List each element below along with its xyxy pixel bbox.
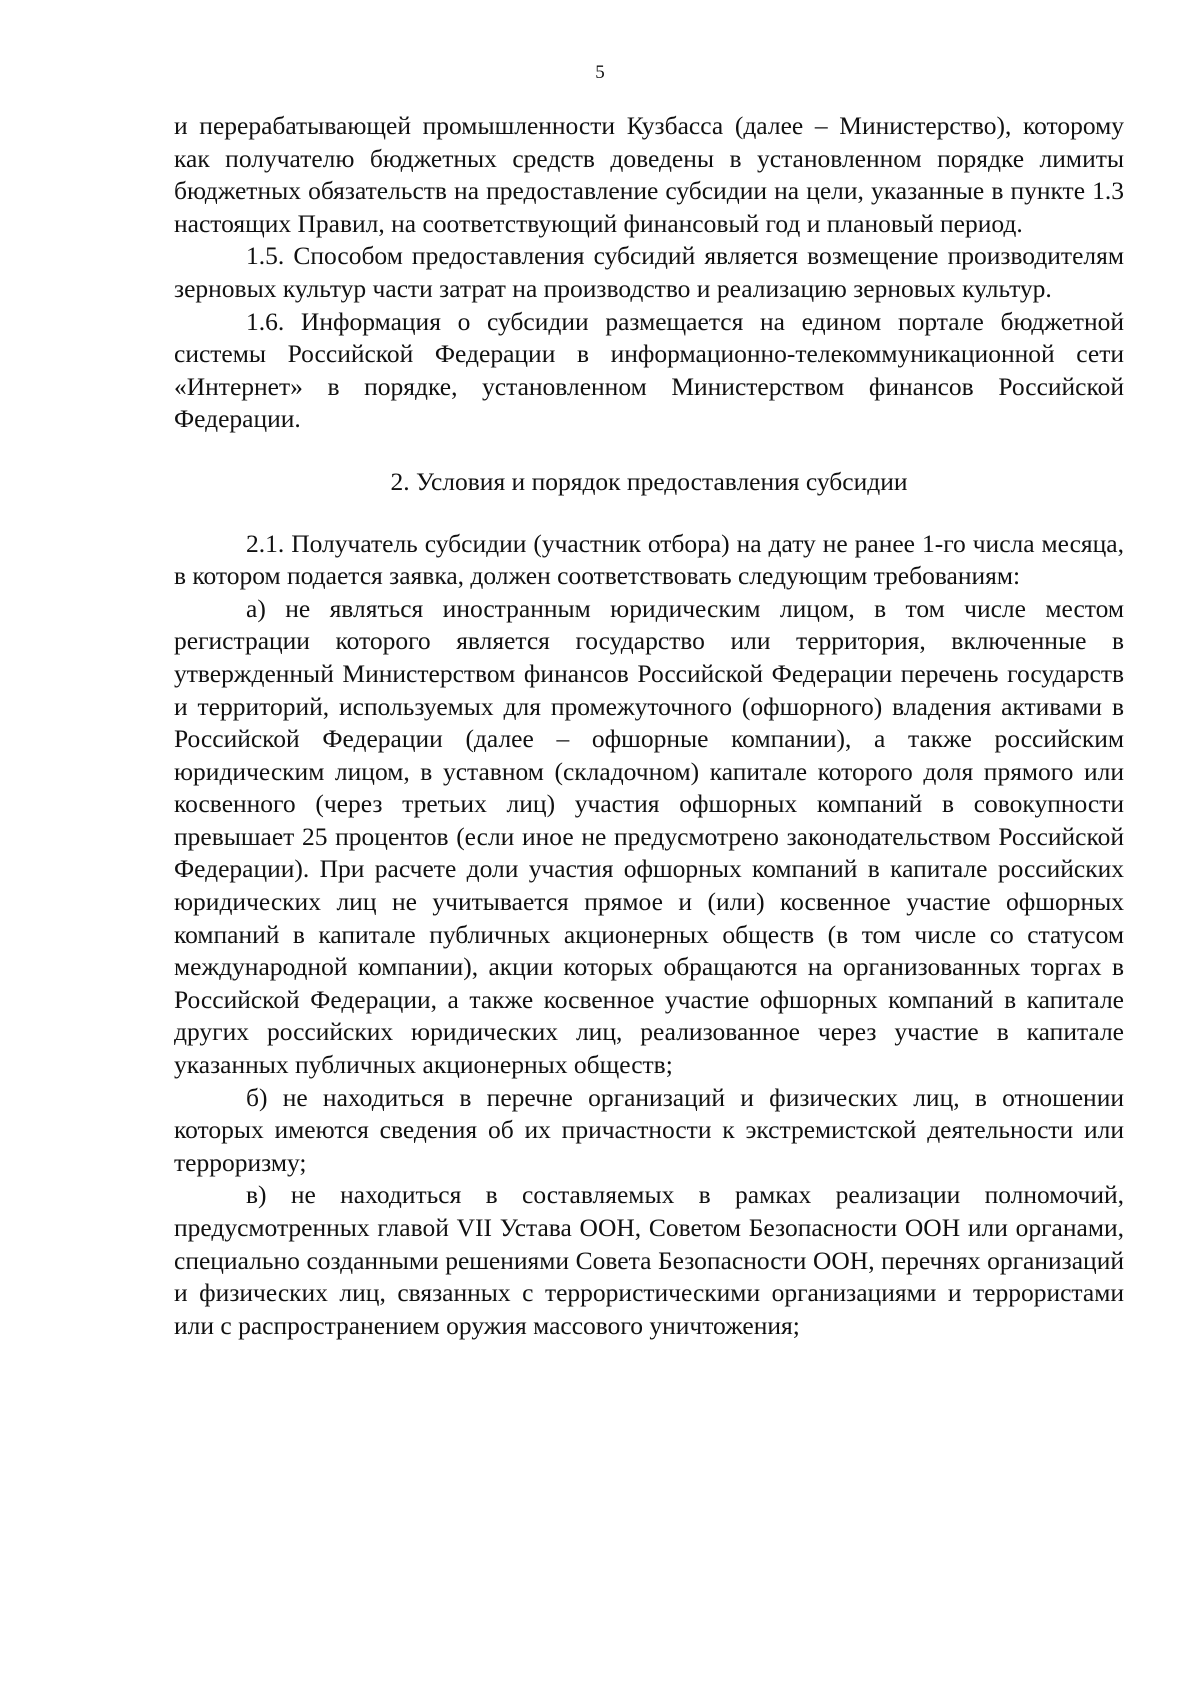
paragraph-2-1-v: в) не находиться в составляемых в рамках реализации полномочий, предусмотренных главой VII Устава ООН, Советом Безопасности ООН или органами, специально созданными решениями Совета Безопасности ООН, перечнях организаций и физических лиц, связанных с террористическими организациями и террористами или с распространением оружия массового уничтожения; [174, 1180, 1124, 1340]
paragraph-2-1: 2.1. Получатель субсидии (участник отбора) на дату не ранее 1-го числа месяца, в котором подается заявка, должен соответствовать следующим требованиям: [174, 528, 1124, 591]
document-body [174, 110, 1124, 1342]
paragraph-ministry-continuation: и перерабатывающей промышленности Кузбасса (далее – Министерство), которому как получателю бюджетных средств доведены в установленном порядке лимиты бюджетных обязательств на предоставление субсидии на цели, указанные в пункте 1.3 настоящих Правил, на соответствующий финансовый год и плановый период. [174, 111, 1124, 238]
paragraph-1-5: 1.5. Способом предоставления субсидий является возмещение производителям зерновых культур части затрат на производство и реализацию зерновых культур. [174, 241, 1124, 303]
section-heading-2: 2. Условия и порядок предоставления субсидии [390, 466, 908, 496]
paragraph-1-6: 1.6. Информация о субсидии размещается на едином портале бюджетной системы Российской Федерации в информационно-телекоммуникационной сети «Интернет» в порядке, установленном Министерством финансов Российской Федерации. [174, 306, 1124, 434]
paragraph-2-1-a: а) не являться иностранным юридическим лицом, в том числе местом регистрации которого является государство или территория, включенные в утвержденный Министерством финансов Российской Федерации перечень государств и территорий, используемых для промежуточного (офшорного) владения активами в Российской Федерации (далее – офшорные компании), а также российским юридическим лицом, в уставном (складочном) капитале которого доля прямого или косвенного (через третьих лиц) участия офшорных компаний в совокупности превышает 25 процентов (если иное не предусмотрено законодательством Российской Федерации). При расчете доли участия офшорных компаний в капитале российских юридических лиц не учитывается прямое и (или) косвенное участие офшорных компаний в капитале публичных акционерных обществ (в том числе со статусом международной компании), акции которых обращаются на организованных торгах в Российской Федерации, а также косвенное участие офшорных компаний в капитале других российских юридических лиц, реализованное через участие в капитале указанных публичных акционерных обществ; [174, 593, 1124, 1080]
paragraph-2-1-b: б) не находиться в перечне организаций и физических лиц, в отношении которых имеются сведения об их причастности к экстремистской деятельности или терроризму; [174, 1082, 1124, 1177]
page-number: 5 [595, 62, 605, 83]
